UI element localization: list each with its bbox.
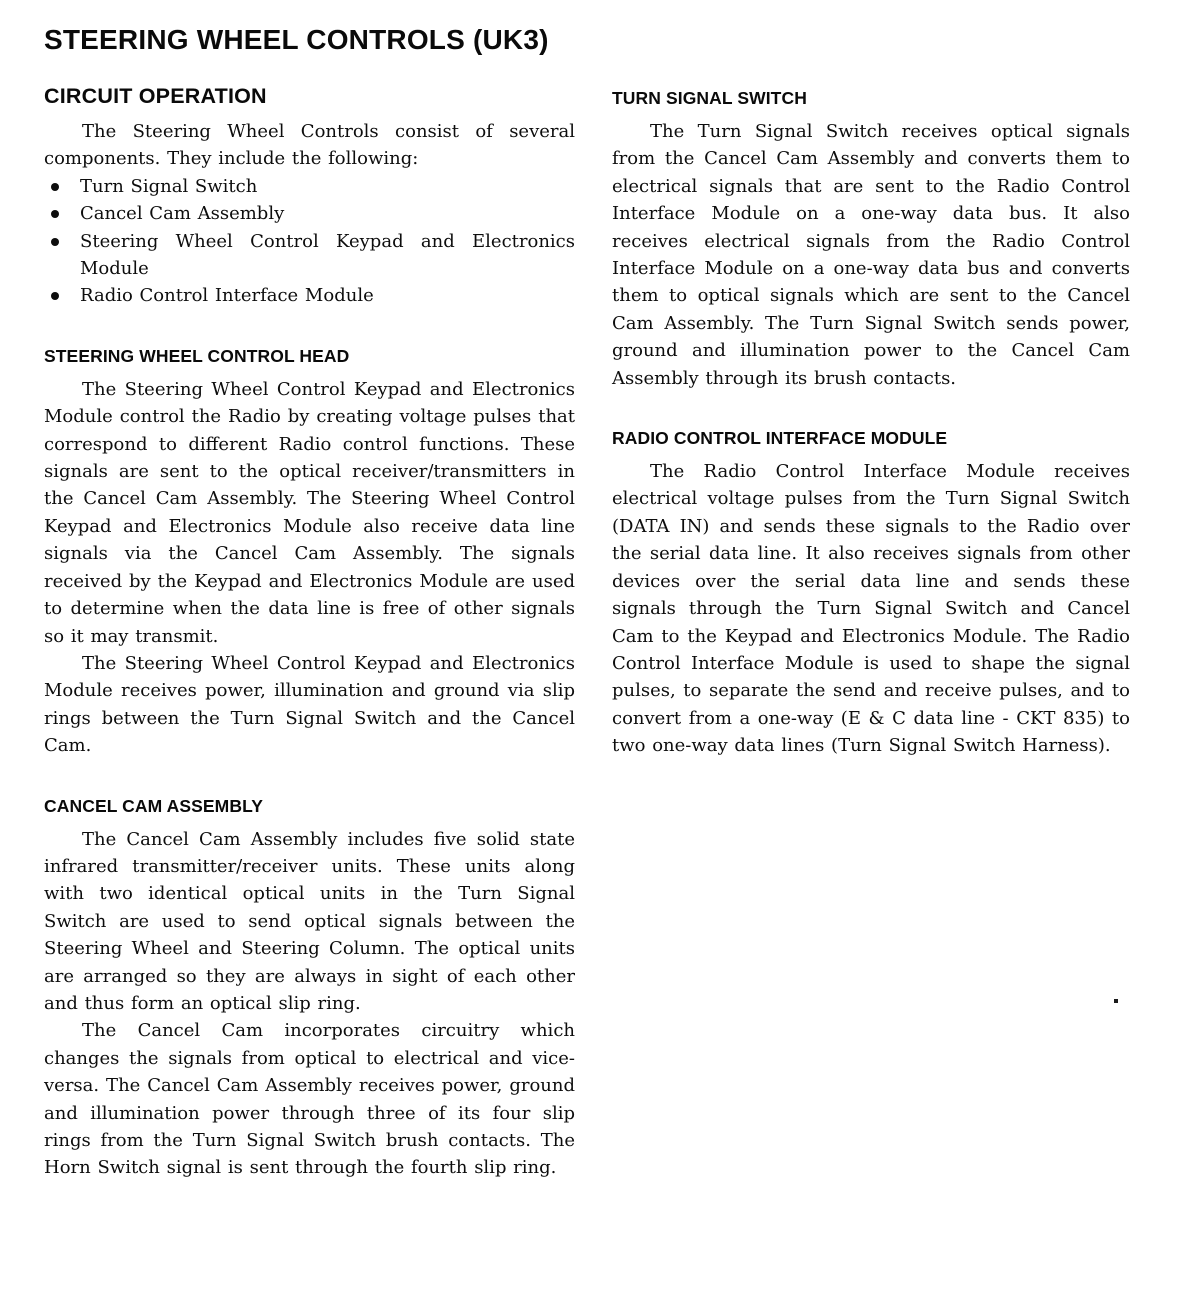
radio-control-interface-module-para1: The Radio Control Interface Module receives electrical voltage pulses from the Turn Signal Switch (DATA IN) and sends these signals to the Radio over the serial data line. It also receives signals from other devices over the serial data line and sends these signals through the Turn Signal Switch and Cancel Cam to the Keypad and Electronics Module. The Radio Control Interface Module is used to shape the signal pulses, to separate the send and receive pulses, and to convert from a one-way (E & C data line - CKT 835) to two one-way data lines (Turn Signal Switch Harness). (612, 461, 1130, 757)
scan-artifact-dot (1114, 999, 1118, 1003)
bullet-icon (51, 292, 59, 300)
cancel-cam-assembly-para2: The Cancel Cam incorporates circuitry which changes the signals from optical to electrical and vice-versa. The Cancel Cam Assembly receives power, ground and illumination power through three of its four slip rings from the Turn Signal Switch brush contacts. The Horn Switch signal is sent through the fourth slip ring. (44, 1020, 575, 1179)
circuit-operation-intro: The Steering Wheel Controls consist of several components. They include the following: (44, 121, 575, 170)
steering-wheel-control-head-para1: The Steering Wheel Control Keypad and Electronics Module control the Radio by creating voltage pulses that correspond to different Radio control functions. These signals are sent to the optical receiver/transmitters in the Cancel Cam Assembly. The Steering Wheel Control Keypad and Electronics Module also receive data line signals via the Cancel Cam Assembly. The signals received by the Keypad and Electronics Module are used to determine when the data line is free of other signals so it may transmit. (44, 378, 575, 647)
list-item-label: Steering Wheel Control Keypad and Electronics Module (80, 230, 575, 280)
list-item (44, 200, 575, 227)
list-item-label: Radio Control Interface Module (80, 285, 374, 307)
cancel-cam-assembly-heading: CANCEL CAM ASSEMBLY (44, 795, 264, 816)
steering-wheel-control-head-para2: The Steering Wheel Control Keypad and Electronics Module receives power, illumination and ground via slip rings between the Turn Signal Switch and the Cancel Cam. (44, 652, 575, 757)
bullet-icon (51, 210, 59, 218)
turn-signal-switch-para1: The Turn Signal Switch receives optical signals from the Cancel Cam Assembly and converts them to electrical signals that are sent to the Radio Control Interface Module on a one-way data bus. It also receives electrical signals from the Radio Control Interface Module on a one-way data bus and converts them to optical signals which are sent to the Cancel Cam Assembly. The Turn Signal Switch sends power, ground and illumination power to the Cancel Cam Assembly through its brush contacts. (612, 121, 1130, 389)
components-bullet-list (44, 173, 575, 310)
two-column-layout (44, 84, 1200, 1182)
list-item-label: Cancel Cam Assembly (80, 203, 285, 225)
cancel-cam-assembly-para1: The Cancel Cam Assembly includes five solid state infrared transmitter/receiver units. These units along with two identical optical units in the Turn Signal Switch are used to send optical signals between the Steering Wheel and Steering Column. The optical units are arranged so they are always in sight of each other and thus form an optical slip ring. (44, 828, 575, 1014)
page-title: STEERING WHEEL CONTROLS (UK3) (44, 24, 549, 55)
radio-control-interface-module-heading: RADIO CONTROL INTERFACE MODULE (612, 428, 948, 449)
turn-signal-switch-heading: TURN SIGNAL SWITCH (612, 88, 807, 108)
left-column (44, 84, 575, 1182)
list-item-label: Turn Signal Switch (80, 175, 258, 197)
bullet-icon (51, 238, 59, 246)
list-item (44, 228, 575, 283)
steering-wheel-control-head-heading: STEERING WHEEL CONTROL HEAD (44, 345, 350, 366)
list-item (44, 173, 575, 200)
bullet-icon (51, 183, 59, 191)
list-item (44, 282, 575, 309)
circuit-operation-heading: CIRCUIT OPERATION (44, 84, 267, 108)
right-column (612, 84, 1130, 760)
